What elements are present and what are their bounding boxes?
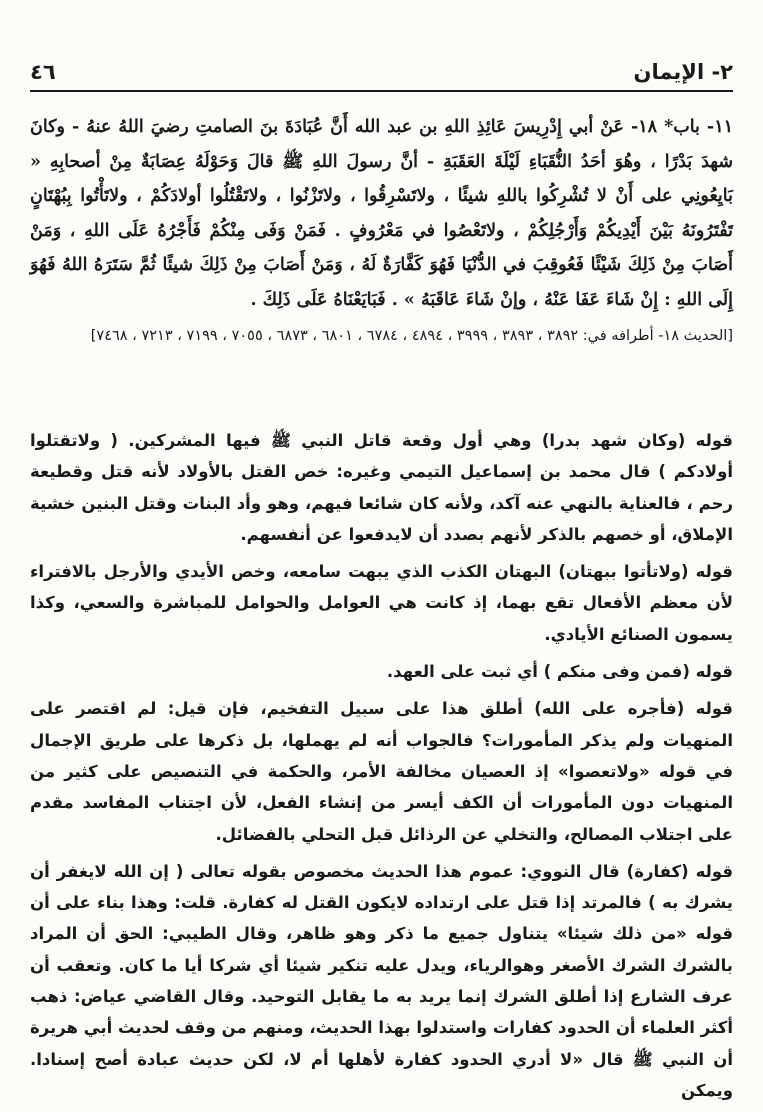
note-keyword: قوله [695,861,734,881]
note-body: (كفارة) قال النووي: عموم هذا الحديث مخصوص بقوله تعالى ( إن الله لايغفر أن يشرك به ) فالمرتد إذا قتل على ارتداده لايكون القتل له كفارة. قلت: وهذا بناء على أن قوله «من ذلك شيئا» يتناول جميع ما ذكر وهو ظاهر، وقال الطيبي: الحق أن المراد بالشرك الشرك الأصغر وهوالرياء، ويدل عليه تنكير شيئا أي شركا أيا ما كان. وتعقب أن عرف الشارع إذا أطلق الشرك إنما يريد به ما يقابل التوحيد. وقال القاضي عياض: ذهب أكثر العلماء أن الحدود كفارات واستدلوا بهذا الحديث، ومنهم من وقف لحديث أبي هريرة أن النبي ﷺ قال «لا أدري الحدود كفارة لأهلها أم لا، لكن حديث عبادة أصح إسنادا. ويمكن [30,861,733,1100]
hadith-reference: [الحديث ١٨- أطرافه في: ٣٨٩٢ ، ٣٨٩٣ ، ٣٩٩٩ ، ٤٨٩٤ ، ٦٧٨٤ ، ٦٨٠١ ، ٦٨٧٣ ، ٧٠٥٥ ، ٧١٩٩ ، ٧٢١٣ ، ٧٤٦٨] [90,328,733,344]
hadith-block [30,110,733,351]
note-paragraph [30,656,733,687]
note-keyword: قوله [695,562,733,582]
commentary [30,425,733,1112]
note-body: (وكان شهد بدرا) وهي أول وقعة قاتل النبي ﷺ فيها المشركين. ( ولاتقتلوا أولادكم ) قال محمد بن إسماعيل التيمي وغيره: خص القتل بالأولاد لأنه قتل وقطيعة رحم ، فالعناية بالنهي عنه آكد، ولأنه كان شائعا فيهم، وهو وأد البنات وقتل البنين خشية الإملاق، أو خصهم بالذكر لأنهم بصدد أن لايدفعوا عن أنفسهم. [30,431,733,544]
page-number: ٤٦ [30,60,56,84]
note-keyword: قوله [695,662,733,682]
note-keyword: قوله [695,699,733,719]
header-rule [30,90,733,92]
note-paragraph [30,856,733,1106]
note-keyword: قوله [695,431,733,450]
note-body: (فمن وفى منكم ) أي ثبت على العهد. [386,662,690,682]
note-paragraph [30,693,733,849]
note-body: (فأجره على الله) أطلق هذا على سبيل التفخيم، فإن قيل: لم اقتصر على المنهيات ولم يذكر المأمورات؟ فالجواب أنه لم يهملها، بل ذكرها على طريق الإجمال في قوله «ولاتعصوا» إذ العصيان مخالفة الأمر، والحكمة في التنصيص على كثير من المنهيات دون المأمورات أن الكف أيسر من إنشاء الفعل، لأن اجتناب المفاسد مقدم على اجتلاب المصالح، والتخلي عن الرذائل قبل التحلي بالفضائل. [30,699,733,844]
hadith-text: ١١- باب* ١٨- عَنْ أبي إِدْرِيسَ عَائِذِ اللهِ بن عبد الله أَنَّ عُبَادَةَ بنَ الصامتِ رضيَ اللهُ عنهُ - وكانَ شهدَ بَدْرًا ، وهُوَ أحَدُ النُّقَبَاءِ لَيْلَةَ العَقَبَةِ - أنَّ رسولَ اللهِ ﷺ قالَ وَحَوْلَهُ عِصَابَةٌ مِنْ أصحابِهِ « بَايِعُونِي على أَنْ لا تُشْرِكُوا باللهِ شيئًا ، ولاتَسْرِقُوا ، ولاتَزْنُوا ، ولاتَقْتُلُوا أولادَكُمْ ، ولاتَأْتُوا بِبُهْتَانٍ تَفْتَرُونَهُ بَيْنَ أَيْدِيكُمْ وَأَرْجُلِكُمْ ، ولاتَعْصُوا في مَعْرُوفٍ . فَمَنْ وَفَى مِنْكُمْ فَأَجْرُهُ عَلَى اللهِ ، وَمَنْ أَصَابَ مِنْ ذَلِكَ شَيْئًا فَعُوقِبَ في الدُّنْيَا فَهُوَ كَفَّارَةٌ لَهُ ، وَمَنْ أَصَابَ مِنْ ذَلِكَ شيئًا ثُمَّ سَتَرَهُ اللهُ فَهُوَ إِلَى اللهِ : إِنْ شَاءَ عَفَا عَنْهُ ، وإنْ شَاءَ عَاقَبَهُ » . فَبَايَعْنَاهُ عَلَى ذَلِكَ . [30,117,733,310]
note-body: (ولاتأتوا ببهتان) البهتان الكذب الذي يبهت سامعه، وخص الأيدي والأرجل بالافتراء لأن معظم الأفعال تقع بهما، إذ كانت هي العوامل والحوامل للمباشرة والسعي، وكذا يسمون الصنائع الأيادي. [30,562,733,644]
note-paragraph [30,425,733,550]
note-paragraph [30,556,733,650]
chapter-title: ٢- الإيمان [633,60,733,84]
page-header [30,50,733,94]
